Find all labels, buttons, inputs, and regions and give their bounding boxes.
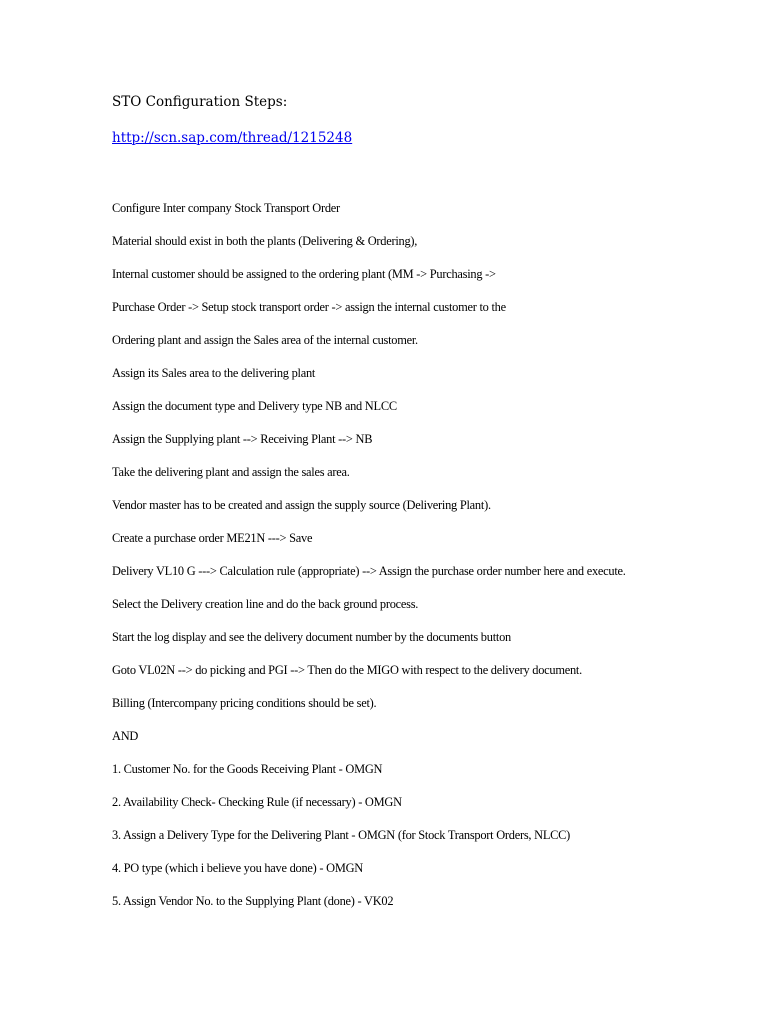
body-line: Ordering plant and assign the Sales area of the internal customer. xyxy=(112,333,418,347)
thread-link[interactable]: http://scn.sap.com/thread/1215248 xyxy=(112,130,353,146)
body-line: Delivery VL10 G ---> Calculation rule (appropriate) --> Assign the purchase order number here and execute. xyxy=(112,564,626,578)
body-line: Take the delivering plant and assign the sales area. xyxy=(112,465,350,479)
body-line: Purchase Order -> Setup stock transport order -> assign the internal customer to the xyxy=(112,300,506,314)
body-line: Assign the document type and Delivery type NB and NLCC xyxy=(112,399,397,413)
body-line: Billing (Intercompany pricing conditions should be set). xyxy=(112,696,377,710)
numbered-item: 1. Customer No. for the Goods Receiving Plant - OMGN xyxy=(112,762,383,776)
body-line: Goto VL02N --> do picking and PGI --> Then do the MIGO with respect to the delivery document. xyxy=(112,663,582,677)
body-line: Assign the Supplying plant --> Receiving Plant --> NB xyxy=(112,432,373,446)
numbered-item: 3. Assign a Delivery Type for the Delivering Plant - OMGN (for Stock Transport Orders, NLCC) xyxy=(112,828,571,842)
body-line: Internal customer should be assigned to the ordering plant (MM -> Purchasing -> xyxy=(112,267,496,281)
body-line: AND xyxy=(112,729,139,743)
numbered-item: 5. Assign Vendor No. to the Supplying Plant (done) - VK02 xyxy=(112,894,394,908)
body-line: Assign its Sales area to the delivering plant xyxy=(112,366,316,380)
document-heading: STO Configuration Steps: xyxy=(112,94,288,110)
body-line: Vendor master has to be created and assign the supply source (Delivering Plant). xyxy=(112,498,491,512)
numbered-item: 4. PO type (which i believe you have done) - OMGN xyxy=(112,861,363,875)
body-line: Start the log display and see the delivery document number by the documents button xyxy=(112,630,511,644)
body-line: Configure Inter company Stock Transport Order xyxy=(112,201,340,215)
numbered-item: 2. Availability Check- Checking Rule (if necessary) - OMGN xyxy=(112,795,402,809)
body-line: Material should exist in both the plants (Delivering & Ordering), xyxy=(112,234,418,248)
body-line: Select the Delivery creation line and do the back ground process. xyxy=(112,597,419,611)
body-line: Create a purchase order ME21N ---> Save xyxy=(112,531,313,545)
